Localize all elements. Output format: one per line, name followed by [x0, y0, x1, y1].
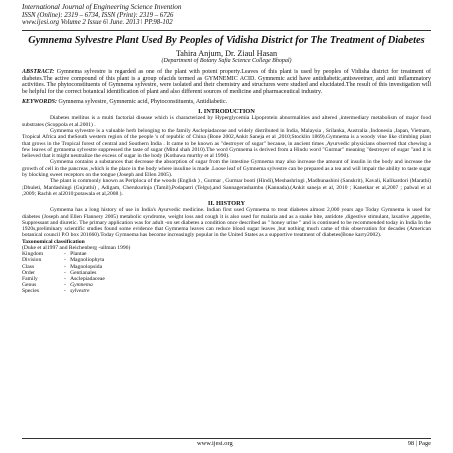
page-footer — [22, 438, 431, 448]
keywords — [22, 99, 431, 106]
taxonomy-row: Division - Magnoliophyta — [22, 257, 105, 264]
taxonomy-table — [22, 251, 431, 294]
taxonomy-row: Species - sylvestre — [22, 288, 90, 295]
keywords-text: Gymnema sylvestre, Gymnemic acid, Phytoconstituents, Antidiabetic. — [58, 98, 227, 105]
journal-name: International Journal of Engineering Science Invention — [22, 3, 182, 11]
abstract-label: ABSTRACT: — [22, 69, 55, 76]
paragraph: Gymnema has a long history of use in India's Ayurvedic medicine. Indian first used Gymnema to treat diabetes almost 2,000 years ago Today Gymnema is used for diabetes (Joseph and Ellen Flannery 2005) metabolic syndrome, weight loss and cough it is also used for malaria and as a snake bite, antidote ,digestive stimulant, laxative ,appetite, Suppressant and diuretic. The primary application was for adult -on set diabetes a condition once described as " honey urine " and is continued to be recommended today in India In the 1920s,preliminary scientific studies found some evidence that Gymnema leaves can reduce blood sugar leaves ,but nothing much came of this observation for decades (American botanical council P.O box 201660).Today Gymnema has become increasingly popular in the United States as a supportive treatment of diabetes(Bone karry2002). — [22, 207, 431, 239]
journal-header — [22, 4, 431, 27]
author-affiliation: (Department of Botany Safia Science College Bhopal) — [161, 58, 292, 65]
section-heading-introduction: I. INTRODUCTION — [198, 108, 255, 116]
paper-authors: Tahira Anjum, Dr. Ziaul Hasan — [175, 49, 278, 59]
taxonomy-source: (Duke et al1997 and Reichenberg -ullman 1996) — [22, 245, 131, 251]
paragraph: Gymnema contains a substances that decrease the absorption of sugar from the intestine Gymnema may also increase the amount of insulin in the body and increase the growth of cell in the pancreas ,which is the place in the body where insuline is made .Loose leaf of Gymnema sylvestre can be prepared as a tea and will impair the ability to taste sugar by blocking sweet receptors on the tongue (Joseph and Ellen 2005). — [22, 159, 431, 179]
keywords-label: KEYWORDS: — [22, 98, 58, 105]
taxonomy-heading: Taxonomical classification — [22, 238, 85, 245]
abstract — [22, 69, 431, 95]
journal-volume: www.ijesi.org Volume 2 Issue 6ǀ June. 2013 ǀ PP.98-102 — [22, 19, 173, 27]
paragraph: The plant is commonly known as Periploca of the woods (English ) , Gurmar , Gurmar booti (Hindi),Meshashringi ,Madhunashini (Sanskrit), Kavali, Kalikardori (Marathi) ;Dhuleti, Mardashingi (Gujrathi) , Adigam, Cherukurinja (Tamil),Podapatri (Telgu),and Sannagerashambu (Kannada).(Ankit saneja et al, 2010 ; Kanetkar et al,2007 ; palwal et al ,2009; Rachh et al2010;potawala et al,2008 ). — [22, 178, 431, 197]
journal-issn: ISSN (Online): 2319 – 6734, ISSN (Print): 2319 – 6726 — [22, 11, 174, 19]
section-introduction — [22, 115, 431, 197]
taxonomy-row: Order - Gentianales — [22, 269, 97, 276]
paper-title: Gymnema Sylvestre Plant Used By Peoples of Vidisha District for The Treatment of Diabetes — [28, 34, 425, 46]
taxonomy-row: Class - Magnolopsida — [22, 263, 103, 270]
taxonomy-row: Family - Asclepiadaceae — [22, 276, 105, 283]
abstract-text: Gymnema sylvestre is regarded as one of the plant with potent property.Leaves of this plant is used by peoples of Vidisha district for treatment of diabetes.The active compound of this plant is a group ofacids termed as GYMNEMIC ACID. Gymnemic acid have antidiabetic,antisweetner, and anti inflammatory activities. The phytoconstituents of Gymnema sylvestre, were isolated and their chemistry and structures were studied and elucidated.The result of this investigation will be helpful for the correct botanical identification of plant and also different sources of medicine and pharmaceutical industry. — [22, 69, 432, 96]
taxonomy-row: Genus - Gymnema — [22, 282, 93, 289]
page-number: 98 | Page — [407, 440, 431, 447]
taxonomy-row: Kingdom - Plantae — [22, 251, 87, 258]
section-history — [22, 207, 431, 238]
paragraph: Diabetes mellitus is a multi factorial disease which is characterized by Hyperglycemia Lipoprotein abnormalities and altered ,intermediary metabolism of major food substrates (Scoppola et al.2001) . — [22, 115, 431, 128]
paragraph: Gymnema sylvestre is a valuable herb belonging to the family Asclepiadaceae and widely distributed in India, Malaysia , Srilanka, Australia ,Indonesia ,Japan, Vietnam, Tropical Africa and theSouth western region of the people 's of republic of China (Bone 2002,Ankit Saneja et al ,2010;Stocklin 1869).Gymnema is a woody vine like climbing plant that grows in the Tropical forest of central and Southern India . It came to be known as "destroyer of sugar" because, in ancient times ,Ayurvedic physicians observed that chewing a few leaves of gymnema sylvestre suppressed the taste of sugar (Mitul shah 2010).The word Gymnema is derived from a Hindu word "Gurmar" meaning "destroyer of sugar "and it is believed that it might neutralize the excess of sugar in the body (Kothawa murthy et al 1990). — [22, 127, 431, 160]
header-rule — [22, 30, 431, 31]
section-heading-history: II. HISTORY — [207, 200, 246, 208]
footer-url[interactable]: www.ijesi.org — [197, 440, 233, 447]
